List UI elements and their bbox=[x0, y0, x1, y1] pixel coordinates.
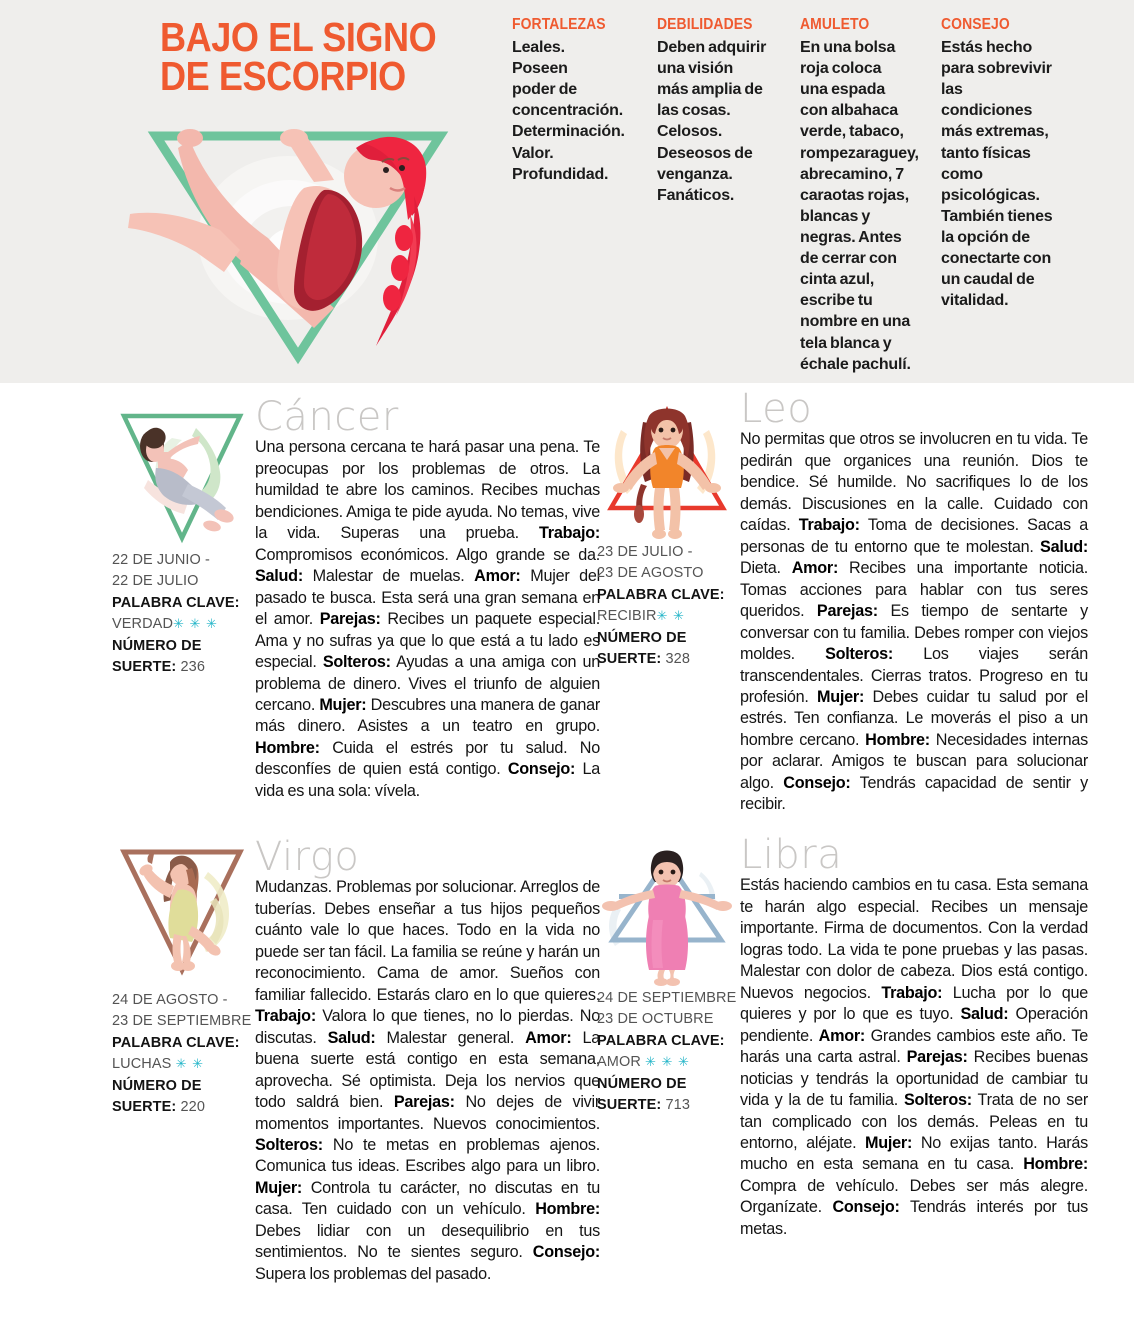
libra-illustration bbox=[597, 836, 737, 984]
lucky-number-label-line-2: SUERTE: bbox=[597, 651, 662, 668]
lucky-number-label-line-2: SUERTE: bbox=[112, 659, 177, 676]
lucky-number-label-line-1: NÚMERO DE bbox=[597, 1075, 687, 1092]
attribute-heading: AMULETO bbox=[800, 16, 870, 33]
sign-content bbox=[740, 832, 1089, 1240]
date-range-line-2: 23 DE OCTUBRE bbox=[597, 1011, 714, 1028]
sign-name: Leo bbox=[740, 386, 813, 432]
date-range-line-2: 22 DE JULIO bbox=[112, 573, 199, 590]
attribute-column-consejo bbox=[941, 16, 1053, 311]
sign-sidebar bbox=[112, 398, 252, 679]
cancer-illustration bbox=[112, 398, 252, 546]
lucky-number-value: 220 bbox=[180, 1099, 205, 1116]
keyword-value: VERDAD bbox=[112, 616, 174, 633]
rating-stars: ✳ ✳ bbox=[175, 1056, 204, 1072]
sign-horoscope-text: No permitas que otros se involucren en tu vida. Te pedirán que organices una reunión. Dios te bendice. Sé humilde. No sacrifiques lo de los demás. Discusiones en la calle. Cuidado con caídas. Trabajo: Toma de decisiones. Sacas a personas de tu entorno que te molestan. Salud: Dieta. Amor: Recibes una importante noticia. Tomas acciones para hablar con tus seres queridos. Parejas: Es tiempo de sentarte y conversar con tu familia. Debes romper con viejos moldes. Solteros: Los viajes serán transcendentales. Cierras tratos. Progreso en tu profesión. Mujer: Debes cuidar tu salud por el estrés. Ten confianza. Le moverás el piso a un hombre cercano. Hombre: Necesidades internas por aclarar. Amigos te buscan para solucionar algo. Consejo: Tendrás capacidad de sentir y recibir. bbox=[740, 430, 1089, 814]
date-range-line-1: 23 DE JULIO - bbox=[597, 544, 693, 560]
sign-horoscope-text: Estás haciendo cambios en tu casa. Esta semana te harán algo especial. Recibes un mensaje importante. Firma de documentos. Con la verdad logras todo. La vida te pone pruebas y las pasas. Malestar con dolor de cabeza. Dios está contigo. Nuevos negocios. Trabajo: Lucha por lo que quieres y por lo que es tuyo. Salud: Operación pendiente. Amor: Grandes cambios este año. Te harás una carta astral. Parejas: Recibes buenas noticias y tendrás la oportunidad de cambiar tu vida y la de tu familia. Solteros: Trata de no ser tan complicado con los demás. Peleas en tu entorno, aléjate. Mujer: No exijas tanto. Harás mucho en esta semana en tu casa. Hombre: Compra de vehículo. Debes ser más alegre. Organízate. Consejo: Tendrás interés por tus metas. bbox=[740, 876, 1089, 1238]
lucky-number-label-line-1: NÚMERO DE bbox=[112, 1077, 202, 1094]
attribute-heading: DEBILIDADES bbox=[657, 16, 753, 33]
sign-content bbox=[255, 394, 601, 802]
attribute-body: Deben adquirir una visión más amplia de las cosas. Celosos. Deseosos de venganza. Fanáticos. bbox=[657, 39, 767, 204]
attribute-body: En una bolsa roja coloca una espada con albahaca verde, tabaco, rompezaraguey, abrecamino, 7 caraotas rojas, blancas y negras. Antes de cerrar con cinta azul, escribe tu nombre en una tela blanca y échale pachulí. bbox=[800, 39, 919, 373]
keyword-label: PALABRA CLAVE: bbox=[112, 594, 240, 611]
date-range-line-2: 23 DE SEPTIEMBRE bbox=[112, 1013, 252, 1030]
date-range-line-1: 24 DE AGOSTO - bbox=[112, 992, 228, 1008]
rating-stars: ✳ ✳ ✳ bbox=[173, 616, 218, 632]
lucky-number-label-line-1: NÚMERO DE bbox=[597, 629, 687, 646]
keyword-value: RECIBIR bbox=[597, 608, 657, 625]
lucky-number-value: 713 bbox=[665, 1097, 690, 1114]
sign-sidebar bbox=[112, 838, 252, 1119]
sign-horoscope-text: Mudanzas. Problemas por solucionar. Arreglos de tuberías. Debes enseñar a tus hijos pequeños cuánto vale lo que haces. Todo en la vida no puede ser tan fácil. La familia se reúne y harán un reconocimiento. Cama de amor. Sueños con familiar fallecido. Estarás claro en lo que quieres. Trabajo: Valora lo que tienes, no lo pierdas. No discutas. Salud: Malestar general. Amor: La buena suerte está contigo en esta semana, aprovecha. Sé optimista. Deja los nervios que todo saldrá bien. Parejas: No dejes de vivir momentos importantes. Nuevos conocimientos. Solteros: No te metas en problemas ajenos. Comunica tus ideas. Escribes algo para un libro. Mujer: Controla tu carácter, no discutas en tu casa. Ten cuidado con un vehículo. Hombre: Debes lidiar con un desequilibrio en tus sentimientos. No te sientes seguro. Consejo: Supera los problemas del pasado. bbox=[255, 878, 600, 1283]
sign-meta bbox=[112, 550, 252, 679]
date-range-line-1: 24 DE SEPTIEMBRE bbox=[597, 990, 737, 1006]
lucky-number-value: 328 bbox=[665, 651, 690, 668]
lucky-number-label-line-1: NÚMERO DE bbox=[112, 637, 202, 654]
date-range-line-1: 22 DE JUNIO - bbox=[112, 552, 210, 568]
keyword-value: LUCHAS bbox=[112, 1056, 172, 1073]
attribute-heading: CONSEJO bbox=[941, 16, 1010, 33]
rating-stars: ✳ ✳ bbox=[656, 608, 685, 624]
attribute-body: Leales. Poseen poder de concentración. Determinación. Valor. Profundidad. bbox=[512, 39, 625, 183]
rating-stars: ✳ ✳ ✳ bbox=[645, 1054, 690, 1070]
leo-illustration bbox=[597, 390, 737, 538]
page-title-line-1: BAJO EL SIGNO bbox=[160, 14, 437, 60]
lucky-number-label-line-2: SUERTE: bbox=[112, 1099, 177, 1116]
sign-horoscope-text: Una persona cercana te hará pasar una pena. Te preocupas por los problemas de otros. La humildad te abre los caminos. Recibes muchas bendiciones. Amiga te pide ayuda. No temas, vive la vida. Superas una prueba. Trabajo: Compromisos económicos. Algo grande se da. Salud: Malestar de muelas. Amor: Mujer del pasado te busca. Esta será una gran semana en el amor. Parejas: Recibes un paquete especial. Ama y no sufras ya que lo que está a tu lado es especial. Solteros: Ayudas a una amiga con un problema de dinero. Vives el triunfo de alguien cercano. Mujer: Descubres una manera de ganar más dinero. Asistes a un teatro en grupo. Hombre: Cuida el estrés por tu salud. No desconfíes de quien está contigo. Consejo: La vida es una sola: vívela. bbox=[255, 438, 601, 800]
attribute-heading: FORTALEZAS bbox=[512, 16, 606, 33]
sign-content bbox=[740, 386, 1089, 816]
sign-content bbox=[255, 834, 600, 1285]
sign-meta bbox=[112, 990, 252, 1119]
attribute-body: Estás hecho para sobrevivir las condiciones más extremas, tanto físicas como psicológicas. También tienes la opción de conectarte con un caudal de vitalidad. bbox=[941, 39, 1053, 310]
page-title bbox=[160, 14, 459, 99]
sign-name: Virgo bbox=[255, 834, 360, 880]
header-band bbox=[0, 0, 1134, 383]
sign-meta bbox=[597, 542, 737, 671]
page-title-line-2: DE ESCORPIO bbox=[160, 52, 406, 99]
keyword-value: AMOR bbox=[597, 1054, 641, 1071]
sign-name: Libra bbox=[740, 832, 843, 878]
sign-sidebar bbox=[597, 390, 737, 671]
virgo-illustration bbox=[112, 838, 252, 986]
lucky-number-label-line-2: SUERTE: bbox=[597, 1097, 662, 1114]
keyword-label: PALABRA CLAVE: bbox=[597, 1032, 725, 1049]
sign-name: Cáncer bbox=[255, 394, 399, 440]
attribute-column-debilidades bbox=[657, 16, 767, 206]
lucky-number-value: 236 bbox=[180, 659, 205, 676]
sign-meta bbox=[597, 988, 737, 1117]
attribute-column-fortalezas bbox=[512, 16, 625, 185]
sign-sidebar bbox=[597, 836, 737, 1117]
scorpio-illustration bbox=[128, 118, 468, 363]
keyword-label: PALABRA CLAVE: bbox=[597, 586, 725, 603]
keyword-label: PALABRA CLAVE: bbox=[112, 1034, 240, 1051]
date-range-line-2: 23 DE AGOSTO bbox=[597, 565, 704, 582]
attribute-column-amuleto bbox=[800, 16, 919, 375]
